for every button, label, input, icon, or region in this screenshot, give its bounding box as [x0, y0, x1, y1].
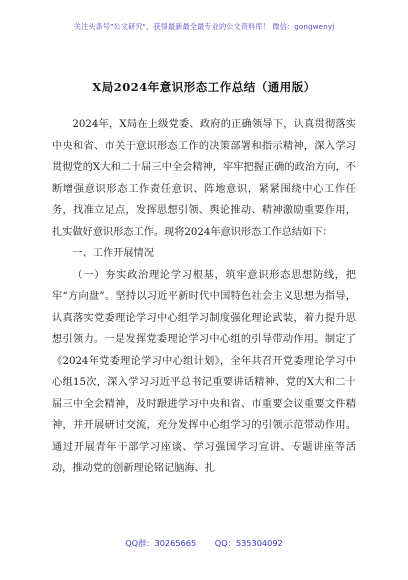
section-paragraph: （一）夯实政治理论学习根基，筑牢意识形态思想防线，把牢“方向盘”。坚持以习近平新时代中国特色社会主义思想为指导，认真落实党委理论学习中心组学习制度强化理论武装，着力提升思想引领力。一是发挥党委理论学习中心组的引导带动作用。制定了《2024年党委理论学习中心组计划》，全年共召开党委理论学习中心组15次，深入学习习近平总书记重要讲话精神、党的X大和二十届三中全会精神，及时跟进学习中央和省、市重要会议重要文件精神，并开展研讨交流，充分发挥中心组学习的引领示范带动作用。通过开展青年干部学习座谈、学习强国学习宣讲、专题讲座等活动，推动党的创新理论铭记脑海、扎: [52, 269, 356, 474]
footer-contact: [0, 538, 408, 549]
qq-group: QQ群：30265665: [125, 538, 197, 548]
section-heading: 一、工作开展情况: [72, 248, 154, 259]
qq-number: QQ：535304092: [214, 538, 283, 548]
intro-paragraph: 2024年，X局在上级党委、政府的正确领导下，认真贯彻落实中央和省、市关于意识形态工作的决策部署和指示精神，深入学习贯彻党的X大和二十届三中全会精神，牢牢把握正确的政治方向，不断增强意识形态工作责任意识、阵地意识，紧紧围绕中心工作任务，找准立足点，发挥思想引领、舆论推动、精神激励重要作用，扎实做好意识形态工作。现将2024年意识形态工作总结如下：: [52, 119, 356, 238]
top-banner: 关注头条号"公文研究"，获得最新最全最专业的公文资料库！ 微信：gongwenyj: [73, 22, 335, 31]
document-body: [52, 114, 356, 480]
document-title: X局2024年意识形态工作总结（通用版）: [92, 80, 316, 94]
